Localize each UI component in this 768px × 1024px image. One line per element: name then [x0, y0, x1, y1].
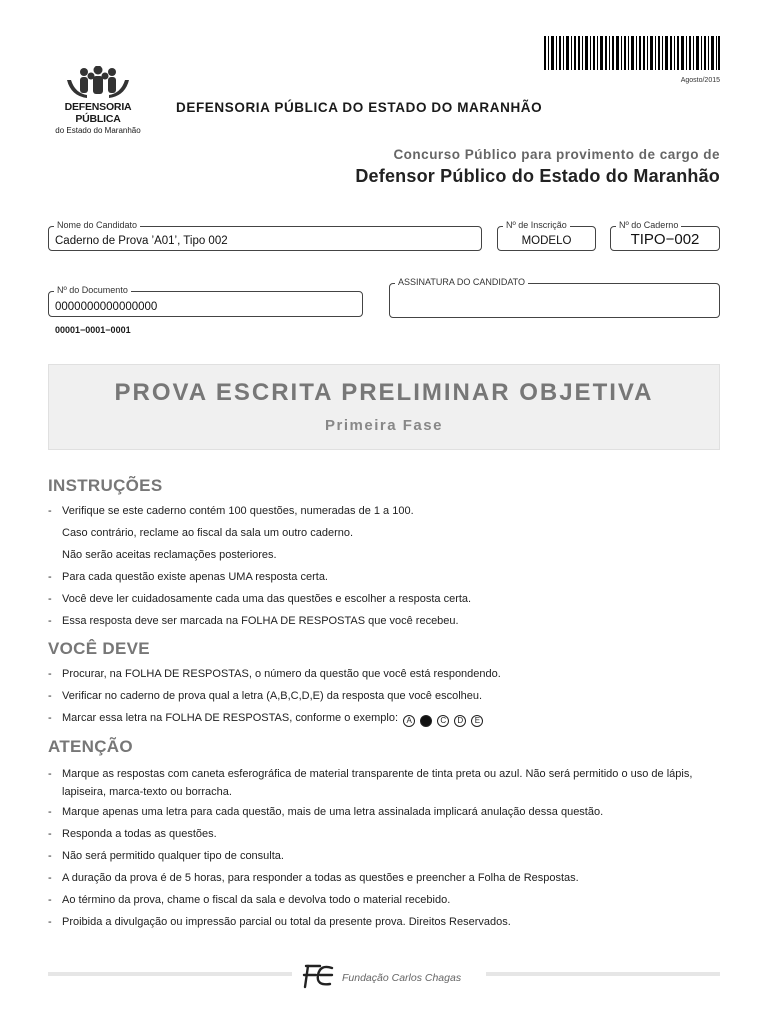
- voce-deve-heading: VOCÊ DEVE: [48, 639, 150, 658]
- list-item: - Responda a todas as questões.: [48, 828, 217, 840]
- option-b-filled-circle: B: [420, 715, 432, 727]
- concurso-subtitle: Concurso Público para provimento de cargo de: [393, 147, 720, 162]
- list-item-text: Procurar, na FOLHA DE RESPOSTAS, o número da questão que você está respondendo.: [62, 668, 501, 680]
- exam-title: PROVA ESCRITA PRELIMINAR OBJETIVA: [114, 379, 654, 406]
- list-item-text: Essa resposta deve ser marcada na FOLHA DE RESPOSTAS que você recebeu.: [62, 615, 459, 627]
- option-e-circle: E: [471, 715, 483, 727]
- logo-subtitle: do Estado do Maranhão: [55, 126, 141, 135]
- list-item-text: Proibida a divulgação ou impressão parcial ou total da presente prova. Direitos Reservados.: [62, 916, 511, 928]
- list-item: - Ao término da prova, chame o fiscal da sala e devolva todo o material recebido.: [48, 894, 451, 906]
- instrucoes-heading: INSTRUÇÕES: [48, 476, 163, 495]
- caderno-label: Nº do Caderno: [616, 220, 681, 230]
- list-item: - Marque apenas uma letra para cada questão, mais de uma letra assinalada implicará anulação dessa questão.: [48, 806, 604, 818]
- footer-text: Fundação Carlos Chagas: [342, 972, 462, 984]
- people-hands-icon: [65, 66, 131, 100]
- list-item: - Marcar essa letra na FOLHA DE RESPOSTAS, conforme o exemplo: A B C D E: [48, 711, 720, 727]
- documento-field[interactable]: [48, 285, 363, 317]
- inscricao-label: Nº de Inscrição: [503, 220, 570, 230]
- list-item: - Para cada questão existe apenas UMA resposta certa.: [48, 571, 328, 583]
- nome-candidato-field[interactable]: [48, 220, 482, 251]
- list-item-text: Verificar no caderno de prova qual a letra (A,B,C,D,E) da resposta que você escolheu.: [62, 690, 483, 702]
- list-item: - Verifique se este caderno contém 100 questões, numeradas de 1 a 100. Caso contrário, reclame ao fiscal da sala um outro caderno. Não serão aceitas reclamações posteriores.: [48, 504, 720, 563]
- list-item-continuation: Caso contrário, reclame ao fiscal da sala um outro caderno.: [62, 527, 354, 539]
- list-item-text: Verifique se este caderno contém 100 questões, numeradas de 1 a 100.: [62, 505, 414, 517]
- list-item: - Você deve ler cuidadosamente cada uma das questões e escolher a resposta certa.: [48, 593, 472, 605]
- list-item-text: A duração da prova é de 5 horas, para responder a todas as questões e preencher a Folha de Respostas.: [62, 872, 579, 884]
- list-item-text: Marque as respostas com caneta esferográfica de material transparente de tinta preta ou azul. Não será permitido o uso de lápis, lapiseira, marca-texto ou borracha.: [62, 768, 693, 798]
- list-item: - Proibida a divulgação ou impressão parcial ou total da presente prova. Direitos Reservados.: [48, 916, 511, 928]
- voce-deve-list: [48, 667, 720, 734]
- caderno-field[interactable]: [610, 220, 720, 251]
- barcode-date: Agosto/2015: [680, 77, 720, 84]
- list-item-text: Ao término da prova, chame o fiscal da sala e devolva todo o material recebido.: [62, 894, 451, 906]
- list-item-text: Não será permitido qualquer tipo de consulta.: [62, 850, 284, 862]
- footer-divider-left: [48, 972, 292, 976]
- organization-title: DEFENSORIA PÚBLICA DO ESTADO DO MARANHÃO: [176, 100, 543, 115]
- list-item-text: Para cada questão existe apenas UMA resposta certa.: [62, 571, 328, 583]
- barcode: [544, 36, 720, 70]
- atencao-heading: ATENÇÃO: [48, 737, 133, 756]
- option-d-circle: D: [454, 715, 466, 727]
- list-item-continuation: Não serão aceitas reclamações posteriores.: [62, 549, 277, 561]
- list-item: - Essa resposta deve ser marcada na FOLHA DE RESPOSTAS que você recebeu.: [48, 615, 459, 627]
- assinatura-label: ASSINATURA DO CANDIDATO: [395, 277, 528, 287]
- inscricao-value: MODELO: [521, 235, 572, 247]
- list-item: - Procurar, na FOLHA DE RESPOSTAS, o número da questão que você está respondendo.: [48, 668, 501, 680]
- documento-label: Nº do Documento: [54, 285, 131, 295]
- option-c-circle: C: [437, 715, 449, 727]
- footer-divider-right: [486, 972, 720, 976]
- documento-value: 0000000000000000: [55, 301, 158, 313]
- option-a-circle: A: [403, 715, 415, 727]
- fcc-logo-icon: [300, 962, 336, 990]
- list-item-text: Responda a todas as questões.: [62, 828, 217, 840]
- atencao-list: [48, 765, 720, 937]
- list-item-text: Marcar essa letra na FOLHA DE RESPOSTAS, conforme o exemplo:: [62, 712, 399, 724]
- inscricao-field[interactable]: [497, 220, 596, 251]
- list-item: - Marque as respostas com caneta esferográfica de material transparente de tinta preta ou azul. Não será permitido o uso de lápis, lapiseira, marca-texto ou borracha.: [48, 768, 693, 798]
- instrucoes-list: [48, 504, 720, 636]
- list-item: - Verificar no caderno de prova qual a letra (A,B,C,D,E) da resposta que você escolheu.: [48, 690, 483, 702]
- nome-candidato-label: Nome do Candidato: [54, 220, 140, 230]
- caderno-value: TIPO−002: [630, 231, 700, 248]
- list-item: - Não será permitido qualquer tipo de consulta.: [48, 850, 284, 862]
- exam-subtitle: Primeira Fase: [325, 417, 443, 434]
- exam-banner: [48, 364, 720, 450]
- list-item-text: Marque apenas uma letra para cada questão, mais de uma letra assinalada implicará anulação dessa questão.: [62, 806, 604, 818]
- list-item-text: Você deve ler cuidadosamente cada uma das questões e escolher a resposta certa.: [62, 593, 472, 605]
- document-code: 00001−0001−0001: [55, 325, 131, 335]
- cargo-title: Defensor Público do Estado do Maranhão: [355, 166, 720, 186]
- nome-candidato-value: Caderno de Prova ’A01’, Tipo 002: [55, 235, 228, 247]
- list-item: - A duração da prova é de 5 horas, para responder a todas as questões e preencher a Folha de Respostas.: [48, 872, 579, 884]
- logo-name: DEFENSORIA PÚBLICA: [64, 101, 132, 125]
- defensoria-logo: [48, 66, 148, 136]
- assinatura-field[interactable]: [389, 277, 720, 318]
